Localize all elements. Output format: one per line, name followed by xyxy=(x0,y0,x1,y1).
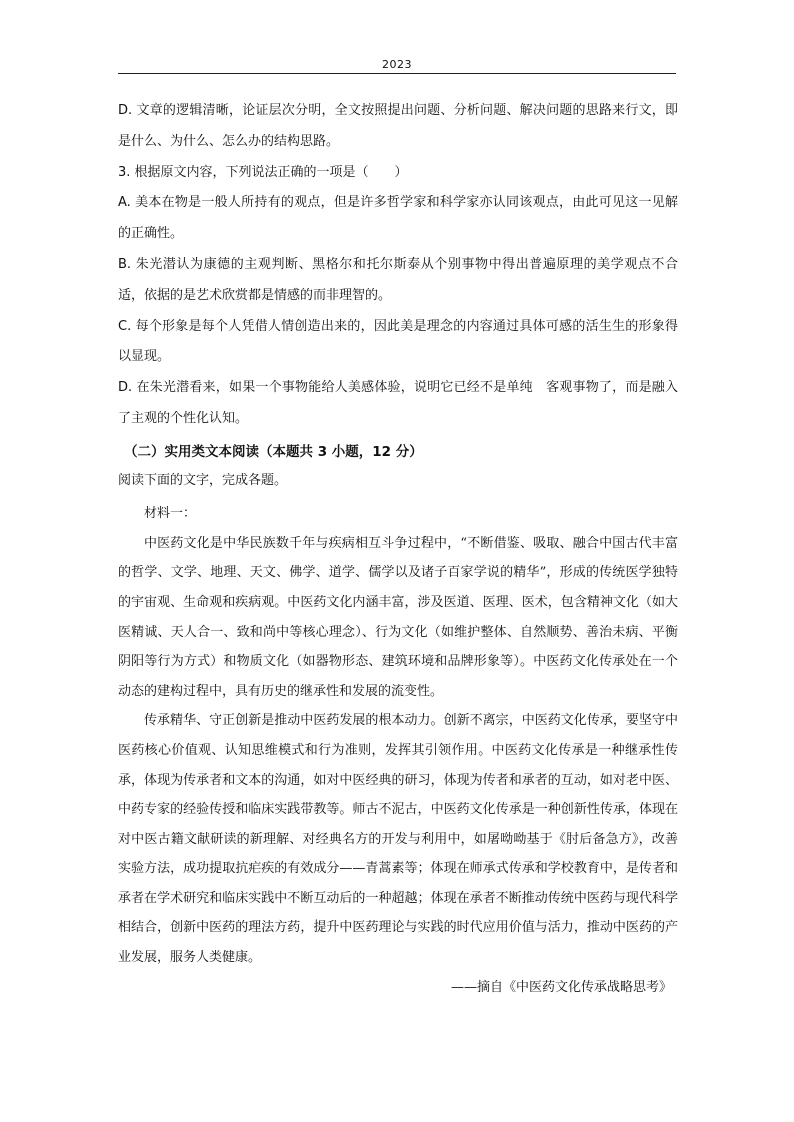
material1-paragraph-2: 传承精华、守正创新是推动中医药发展的根本动力。创新不离宗，中医药文化传承，要坚守中医药核心价值观、认知思维模式和行为准则，发挥其引领作用。中医药文化传承是一种继承性传承，体现为传承者和文本的沟通，如对中医经典的研习，体现为传者和承者的互动，如对老中医、中药专家的经验传授和临床实践带教等。师古不泥古，中医药文化传承是一种创新性传承，体现在对中医古籍文献研读的新理解、对经典名方的开发与利用中，如屠呦呦基于《肘后备急方》，改善实验方法，成功提取抗疟疾的有效成分——青蒿素等；体现在师承式传承和学校教育中，是传者和承者在学术研究和临床实践中不断互动后的一种超越；体现在承者不断推动传统中医药与现代科学相结合，创新中医药的理法方药，提升中医药理论与实践的时代应用价值与活力，推动中医药的产业发展，服务人类健康。 xyxy=(118,713,678,966)
header-divider xyxy=(118,73,676,74)
question3-option-c: C. 每个形象是每个人凭借人情创造出来的，因此美是理念的内容通过具体可感的活生生的形象得以显现。 xyxy=(118,318,678,365)
section-instruction: 阅读下面的文字，完成各题。 xyxy=(118,472,288,488)
question3-option-a: A. 美本在物是一般人所持有的观点，但是许多哲学家和科学家亦认同该观点，由此可见这一见解的正确性。 xyxy=(118,195,678,242)
section-title: （二）实用类文本阅读（本题共 3 小题，12 分） xyxy=(124,443,423,460)
material1-source: ——摘自《中医药文化传承战略思考》 xyxy=(450,979,672,995)
material1-paragraph-1: 中医药文化是中华民族数千年与疾病相互斗争过程中，“不断借鉴、吸取、融合中国古代丰富的哲学、文学、地理、天文、佛学、道学、儒学以及诸子百家学说的精华”，形成的传统医学独特的宇宙观、生命观和疾病观。中医药文化内涵丰富，涉及医道、医理、医术，包含精神文化（如大医精诚、天人合一、致和尚中等核心理念）、行为文化（如维护整体、自然顺势、善治未病、平衡阴阳等行为方式）和物质文化（如器物形态、建筑环境和品牌形象等）。中医药文化传承处在一个动态的建构过程中，具有历史的继承性和发展的流变性。 xyxy=(118,535,678,699)
question3-option-d: D. 在朱光潜看来，如果一个事物能给人美感体验，说明它已经不是单纯 客观事物了，而是融入了主观的个性化认知。 xyxy=(118,380,678,426)
question3-stem: 3. 根据原文内容，下列说法正确的一项是（ ） xyxy=(118,164,408,180)
page-content xyxy=(118,96,678,1003)
material1-title: 材料一： xyxy=(144,505,197,521)
page-header-year: 2023 xyxy=(382,58,412,71)
question3-option-b: B. 朱光潜认为康德的主观判断、黑格尔和托尔斯泰从个别事物中得出普遍原理的美学观点不合适，依据的是艺术欣赏都是情感的而非理智的。 xyxy=(118,256,678,303)
question2-option-d: D. 文章的逻辑清晰，论证层次分明，全文按照提出问题、分析问题、解决问题的思路来行文，即是什么、为什么、怎么办的结构思路。 xyxy=(118,103,678,149)
